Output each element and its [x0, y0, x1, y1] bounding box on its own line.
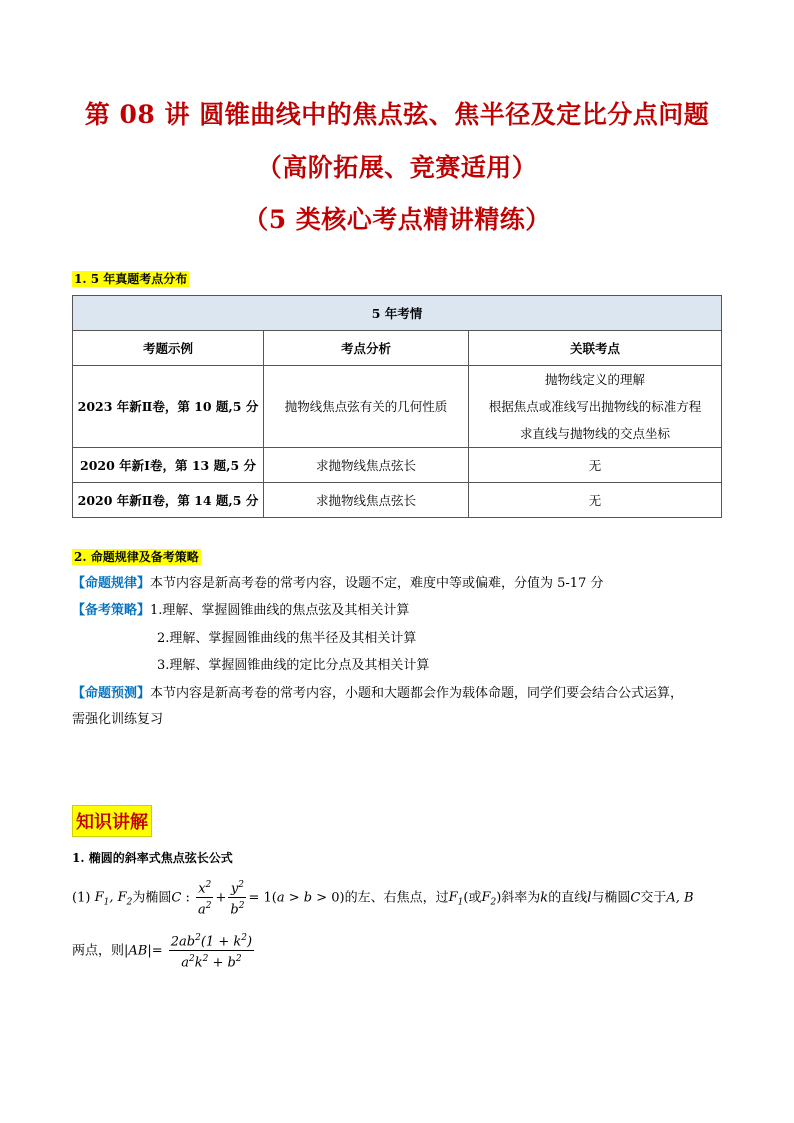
- chord-length-fraction: $\frac{2ab^2(1 + k^2)}{a^2k^2 + b^2}$: [169, 930, 254, 972]
- strategy-item: 2.理解、掌握圆锥曲线的焦半径及其相关计算: [157, 631, 417, 646]
- strategy-item: 1.理解、掌握圆锥曲线的焦点弦及其相关计算: [150, 603, 410, 618]
- section-heading-distribution: [72, 270, 189, 287]
- text-fragment: |=: [147, 943, 163, 959]
- predict-text-continued: 需强化训练复习: [72, 712, 164, 727]
- related-point: 求直线与抛物线的交点坐标: [519, 426, 670, 441]
- predict-label: 【命题预测】: [72, 686, 151, 701]
- strategy-paragraph: [72, 601, 409, 621]
- cell-analysis: 求抛物线焦点弦长: [264, 483, 469, 518]
- predict-paragraph: [72, 684, 732, 704]
- page-subtitle: （高阶拓展、竞赛适用）: [256, 153, 538, 182]
- text-fragment: 交于: [640, 890, 667, 906]
- math-expression: C: [171, 890, 182, 906]
- math-expression: $F_2$: [481, 890, 497, 908]
- strategy-label: 【备考策略】: [72, 603, 151, 618]
- cell-analysis: 求抛物线焦点弦长: [264, 448, 469, 483]
- table-header-row: [73, 331, 722, 366]
- text-fragment: 的直线: [548, 890, 588, 906]
- table-row: [73, 483, 722, 518]
- section-heading-strategy: [72, 548, 201, 565]
- cell-exam: 2023 年新Ⅱ卷，第 10 题,5 分: [73, 366, 264, 448]
- item-prefix: (1): [72, 890, 91, 906]
- strategy-item: 3.理解、掌握圆锥曲线的定比分点及其相关计算: [157, 658, 430, 673]
- table-caption: 5 年考情: [73, 296, 722, 331]
- text-fragment: 为椭圆: [132, 890, 172, 906]
- cell-related: 无: [469, 448, 722, 483]
- column-header-analysis: 考点分析: [264, 331, 469, 366]
- math-expression: $F_1$: [448, 890, 464, 908]
- formula-line-2: 两点，则|AB|= $\frac{2ab^2(1 + k^2)}{a^2k^2 + b^2}$: [72, 930, 256, 972]
- section-heading-text: 1. 5 年真题考点分布: [74, 272, 188, 286]
- exam-distribution-table: [72, 295, 722, 518]
- predict-text: 本节内容是新高考卷的常考内容，小题和大题都会作为载体命题，同学们要会结合公式运算，: [150, 686, 684, 701]
- column-header-related: 关联考点: [469, 331, 722, 366]
- cell-exam: 2020 年新Ⅱ卷，第 14 题,5 分: [73, 483, 264, 518]
- rule-text: 本节内容是新高考卷的常考内容，设题不定，难度中等或偏难，分值为 5-17 分: [150, 576, 604, 591]
- cell-related: 无: [469, 483, 722, 518]
- formula-line-1: (1) $F_1$, $F_2$为椭圆C : $\frac{x^2}{a^2}$ + $\frac{y^2}{b^2}$ = 1(a > b > 0)的左、右焦点，过$F_1$(或$F_2$)斜率为k的直线l与椭圆C交于A, B: [72, 877, 732, 919]
- text-fragment: 与椭圆: [591, 890, 631, 906]
- text-fragment: 的左、右焦点，过: [344, 890, 449, 906]
- cell-analysis: 抛物线焦点弦有关的几何性质: [264, 366, 469, 448]
- rule-paragraph: [72, 574, 604, 594]
- related-point: 抛物线定义的理解: [544, 372, 645, 387]
- table-caption-row: [73, 296, 722, 331]
- knowledge-banner: 知识讲解: [72, 805, 152, 837]
- cell-related: [469, 366, 722, 448]
- text-fragment: )斜率为: [496, 890, 541, 906]
- rule-label: 【命题规律】: [72, 576, 151, 591]
- related-point: 根据焦点或准线写出抛物线的标准方程: [488, 399, 702, 414]
- page-title: 第 08 讲 圆锥曲线中的焦点弦、焦半径及定比分点问题: [84, 100, 710, 129]
- knowledge-item-heading: 1. 椭圆的斜率式焦点弦长公式: [72, 851, 233, 865]
- cell-exam: 2020 年新Ⅰ卷，第 13 题,5 分: [73, 448, 264, 483]
- text-fragment: (或: [463, 890, 482, 906]
- page-subtitle-2: （5 类核心考点精讲精练）: [243, 205, 551, 234]
- table-row: [73, 366, 722, 448]
- math-expression: $F_1$, $F_2$: [94, 890, 133, 908]
- text-fragment: 两点，则|: [72, 943, 129, 959]
- column-header-exam: 考题示例: [73, 331, 264, 366]
- fraction: $\frac{y^2}{b^2}$: [228, 877, 246, 919]
- section-heading-text: 2. 命题规律及备考策略: [74, 550, 199, 564]
- fraction: $\frac{x^2}{a^2}$: [196, 877, 214, 919]
- table-row: [73, 448, 722, 483]
